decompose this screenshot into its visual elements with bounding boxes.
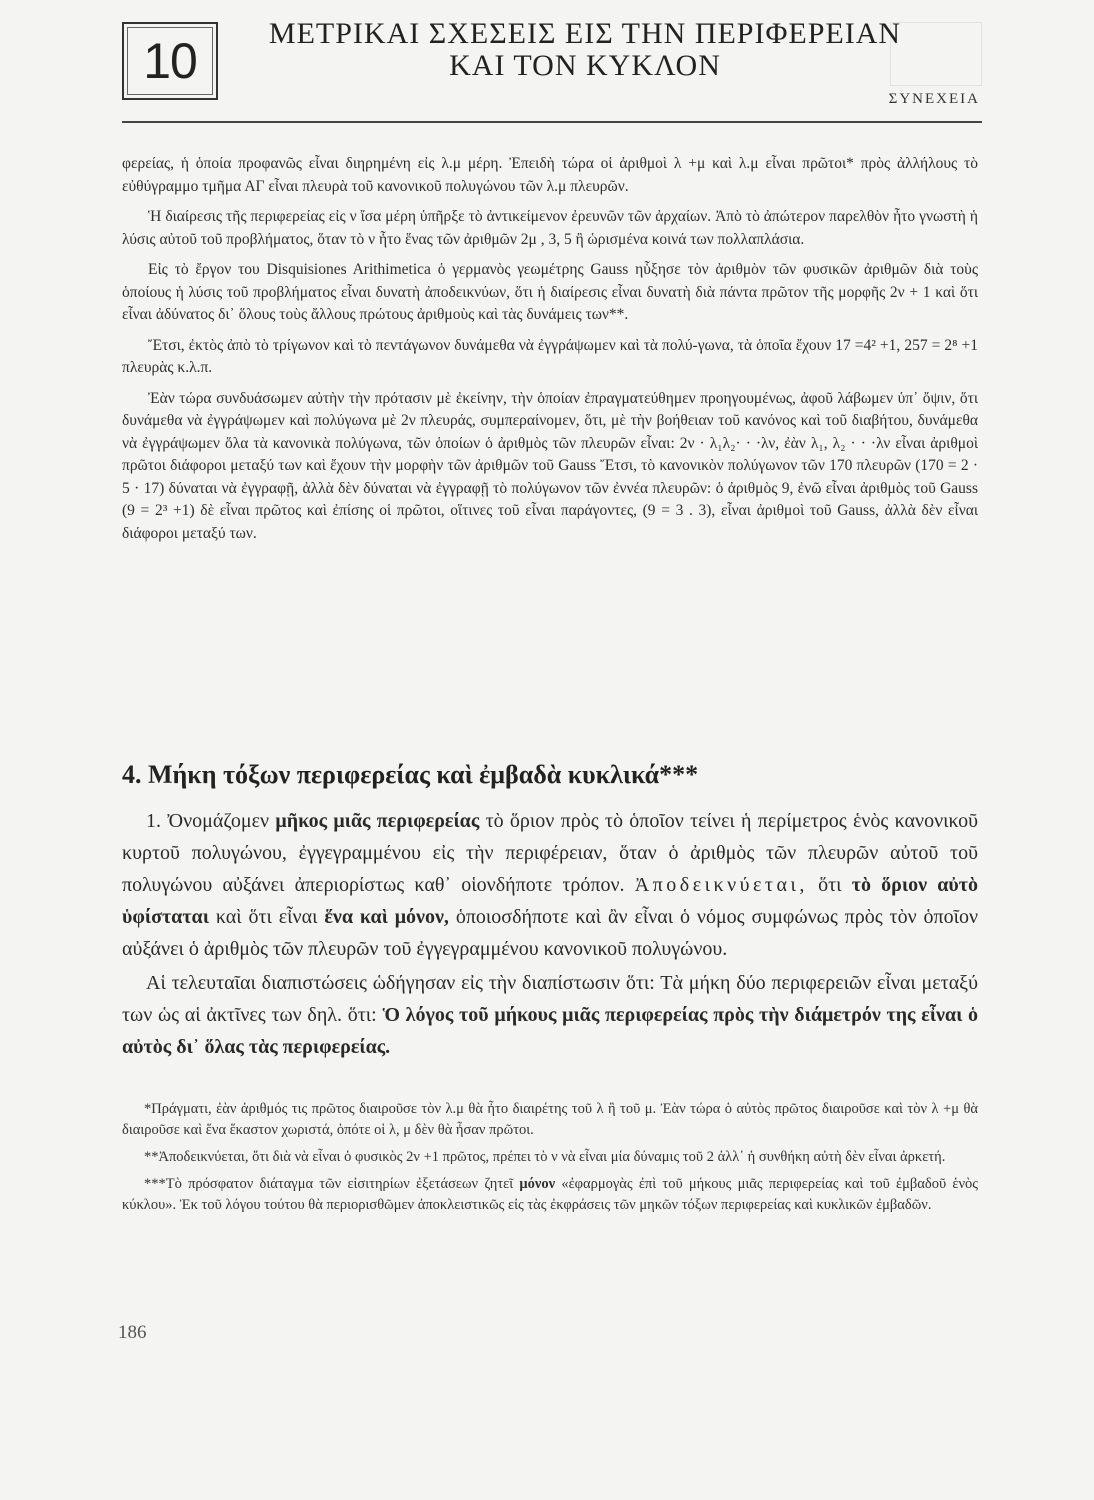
bold-term-length: μῆκος μιᾶς περιφερείας [275, 810, 480, 832]
bold-only: μόνον [519, 1176, 556, 1192]
text-span: τὸ ὅριον πρὸς τὸ ὁποῖον τείνει ἡ περίμετρος ἑνὸς κανονικοῦ κυρτοῦ πολυγώνου, ἐγγεγραμμένου εἰς τὴν περιφέρειαν, ὅταν ὁ ἀριθμὸς τῶν πλευρῶν αὐτοῦ τοῦ πολυγώνου αὐξάνει ἀπεριορίστως καθ᾽ οἱονδήποτε τρόπον. [122, 810, 979, 896]
section-heading: 4. Μήκη τόξων περιφερείας καὶ ἐμβαδὰ κυκλικά*** [122, 760, 699, 789]
body-text [122, 153, 978, 553]
page-number: 186 [118, 1322, 147, 1343]
text-span: ὁποιοσδήποτε καὶ ἂν εἶναι ὁ νόμος συμφώνως πρὸς τὸν ὁποῖον αὐξάνει ὁ ἀριθμὸς τῶν πλευρῶν τοῦ ἐγγεγραμμένου κανονικοῦ πολυγώνου. [122, 906, 979, 960]
text-span: ὅτι [818, 874, 842, 896]
footnote-3 [122, 1174, 978, 1216]
section-paragraph-1 [122, 805, 978, 965]
chapter-title [250, 18, 920, 82]
text-span: καὶ ὅτι εἶναι [215, 906, 318, 928]
bold-conclusion: Ὁ λόγος τοῦ μήκους μιᾶς περιφερείας πρὸς τὴν διάμετρόν της εἶναι ὁ αὐτὸς δι᾽ ὅλας τὰς περιφερείας. [122, 1004, 978, 1058]
chapter-title-line2: ΚΑΙ ΤΟΝ ΚΥΚΛΟΝ [449, 49, 721, 82]
spaced-word: Ἀποδεικνύεται, [634, 874, 808, 896]
chapter-title-line1: ΜΕΤΡΙΚΑΙ ΣΧΕΣΕΙΣ ΕΙΣ ΤΗΝ ΠΕΡΙΦΕΡΕΙΑΝ [268, 17, 902, 50]
paragraph-1: φερείας, ἡ ὁποία προφανῶς εἶναι διηρημένη εἰς λ.μ μέρη. Ἐπειδὴ τώρα οἱ ἀριθμοὶ λ +μ καὶ λ.μ εἶναι πρῶτοι* πρὸς ἀλλήλους τὸ εὐθύγραμμο τμῆμα ΑΓ εἶναι πλευρὰ τοῦ κανονικοῦ πολυγώνου τῶν λ.μ πλευρῶν. [122, 155, 978, 195]
text-span: ***Τὸ πρόσφατον διάταγμα τῶν εἰσιτηρίων ἐξετάσεων ζητεῖ [144, 1176, 514, 1192]
section-text [122, 805, 978, 1065]
footnote-2: **Ἀποδεικνύεται, ὅτι διὰ νὰ εἶναι ὁ φυσικὸς 2ν +1 πρῶτος, πρέπει τὸ ν νὰ εἶναι μία δύναμις τοῦ 2 ἀλλ᾽ ἡ συνθήκη αὐτὴ δὲν εἶναι ἀρκετή. [144, 1149, 946, 1165]
text-span: «ἐφαρμογὰς ἐπὶ τοῦ μήκους μιᾶς περιφερείας καὶ τοῦ ἐμβαδοῦ ἑνὸς κύκλου». Ἐκ τοῦ λόγου τούτου θὰ περιορισθῶμεν ἀποκλειστικῶς εἰς τὰς ἐκφράσεις τῶν μηκῶν τόξων περιφερείας καὶ κυκλικῶν ἐμβαδῶν. [122, 1176, 979, 1213]
continued-label: ΣΥΝΕΧΕΙΑ [888, 91, 980, 107]
bold-unique: ἕνα καὶ μόνον, [324, 906, 449, 928]
paragraph-2: Ἡ διαίρεσις τῆς περιφερείας εἰς ν ἴσα μέρη ὑπῆρξε τὸ ἀντικείμενον ἐρευνῶν τῶν ἀρχαίων. Ἀπὸ τὸ ἀπώτερον παρελθὸν ἦτο γνωστὴ ἡ λύσις αὐτοῦ τοῦ προβλήματος, ὅταν τὸ ν ἦτο ἕνας τῶν ἀριθμῶν 2μ , 3, 5 ἢ ὡρισμένα κοινά των πολλαπλάσια. [122, 208, 978, 248]
chapter-number: 10 [143, 33, 197, 89]
paragraph-3: Εἰς τὸ ἔργον του Disquisiones Arithimetica ὁ γερμανὸς γεωμέτρης Gauss ηὗξησε τὸν ἀριθμὸν τῶν φυσικῶν ἀριθμῶν διὰ τοὺς ὁποίους ἡ λύσις τοῦ προβλήματος εἶναι δυνατὴ ἀποδεικνύων, ὅτι ἡ διαίρεσις εἶναι δυνατὴ διὰ πάντα πρῶτον τῆς μορφῆς 2ν + 1 καὶ ὅτι εἶναι ἀδύνατος δι᾽ ὅλους τοὺς ἄλλους πρώτους ἀριθμοὺς καὶ τὰς δυνάμεις των**. [122, 261, 978, 323]
paragraph-5: Ἐὰν τώρα συνδυάσωμεν αὐτὴν τὴν πρότασιν μὲ ἐκείνην, τὴν ὁποίαν ἐπραγματεύθημεν προηγουμένως, ἀφοῦ λάβωμεν ὑπ᾽ ὄψιν, ὅτι δυνάμεθα νὰ ἐγγράψωμεν καὶ πολύγωνα μὲ 2ν πλευράς, συμπεραίνομεν, ὅτι, μὲ τὴν βοήθειαν τοῦ κανόνος καὶ τοῦ διαβήτου, δυνάμεθα νὰ ἐγγράψωμεν ὅλα τὰ κανονικὰ πολύγωνα, τῶν ὁποίων ὁ ἀριθμὸς τῶν πλευρῶν εἶναι: 2ν · λ₁λ₂· · ·λν, ἐὰν λ₁, λ₂ · · ·λν εἶναι ἀριθμοὶ πρῶτοι διάφοροι μεταξύ των καὶ ἔχουν τὴν μορφὴν τῶν ἀριθμῶν τοῦ Gauss Ἔτσι, τὸ κανονικὸν πολύγωνον τῶν 170 πλευρῶν (170 = 2 · 5 · 17) δύναται νὰ ἐγγραφῇ, ἀλλὰ δὲν δύναται νὰ ἐγγραφῇ τὸ πολύγωνον τῶν ἐννέα πλευρῶν: ὁ ἀριθμὸς 9, ἐνῶ εἶναι ἀριθμὸς τοῦ Gauss (9 = 2³ +1) δὲ εἶναι πρῶτος καὶ ἐπίσης οἱ πρῶτοι, οἵτινες τοῦ εἶναι παράγοντες, (9 = 3 . 3), εἶναι ἀριθμοὶ τοῦ Gauss, ἀλλὰ δὲν εἶναι διάφοροι μεταξύ των. [122, 389, 978, 542]
footnote-1: *Πράγματι, ἐὰν ἀριθμός τις πρῶτος διαιροῦσε τὸν λ.μ θὰ ἦτο διαιρέτης τοῦ λ ἢ τοῦ μ. Ἐὰν τώρα ὁ αὐτὸς πρῶτος διαιροῦσε καὶ τὸν λ +μ θὰ διαιροῦσε καὶ ἕνα ἕκαστον χωριστά, ὁπότε οἱ λ, μ δὲν θὰ ἦσαν πρῶτοι. [122, 1101, 978, 1138]
paragraph-4: Ἔτσι, ἐκτὸς ἀπὸ τὸ τρίγωνον καὶ τὸ πεντάγωνον δυνάμεθα νὰ ἐγγράψωμεν καὶ τὰ πολύ-γωνα, τὰ ὁποῖα ἔχουν 17 =4² +1, 257 = 2⁸ +1 πλευρὰς κ.λ.π. [122, 336, 978, 376]
section-paragraph-2 [122, 967, 978, 1063]
header-rule [122, 121, 982, 123]
footnotes [122, 1099, 978, 1222]
text-span: 1. Ὀνομάζομεν [146, 810, 270, 832]
bold-limit-exists: τὸ ὅριον αὐτὸ ὑφίσταται [122, 874, 979, 928]
text-span: Αἱ τελευταῖαι διαπιστώσεις ὡδήγησαν εἰς τὴν διαπίστωσιν ὅτι: Τὰ μήκη δύο περιφερειῶν εἶναι μεταξύ των ὡς αἱ ἀκτῖνες των δηλ. ὅτι: [122, 972, 978, 1026]
chapter-number-box [122, 22, 218, 100]
